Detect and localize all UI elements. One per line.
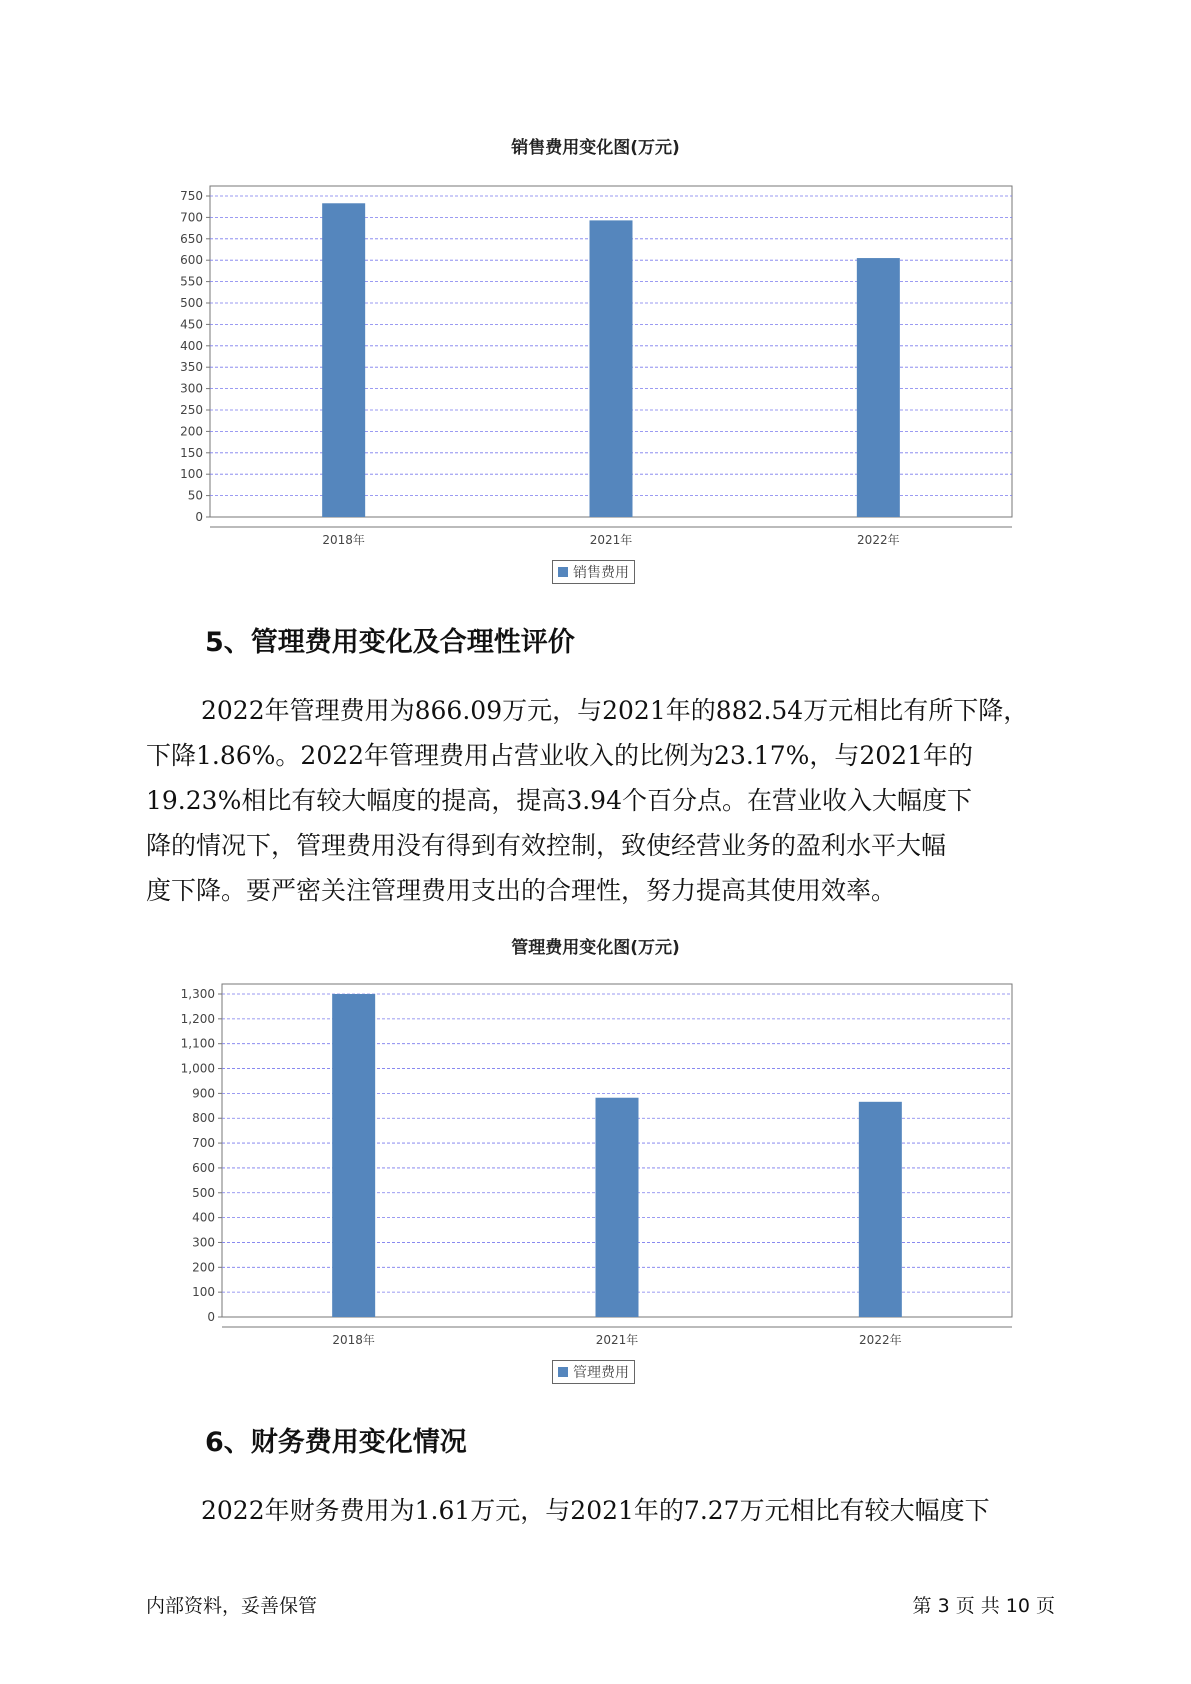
y-tick-label: 1,300 <box>180 987 215 1001</box>
legend-label: 销售费用 <box>573 565 629 581</box>
x-tick-label: 2021年 <box>589 533 633 547</box>
x-tick-label: 2022年 <box>859 1333 902 1347</box>
bar <box>859 1102 902 1317</box>
y-tick-label: 500 <box>192 1185 215 1200</box>
y-tick-label: 150 <box>180 445 203 460</box>
y-tick-label: 1,100 <box>180 1036 215 1051</box>
y-tick-label: 500 <box>180 296 203 310</box>
y-tick-label: 100 <box>192 1285 215 1300</box>
chart-title-sales: 销售费用变化图(万元) <box>511 138 680 158</box>
legend-swatch <box>558 567 568 577</box>
section-6-heading: 6、财务费用变化情况 <box>205 1427 467 1458</box>
bar <box>596 1098 639 1317</box>
y-tick-label: 700 <box>180 210 203 225</box>
paragraph-line: 19.23%相比有较大幅度的提高，提高3.94个百分点。在营业收入大幅度下 <box>146 786 972 815</box>
y-tick-label: 0 <box>195 510 203 524</box>
footer-page-number: 第 3 页 共 10 页 <box>912 1595 1055 1617</box>
section-5-paragraph <box>146 688 1046 913</box>
y-tick-label: 800 <box>192 1111 215 1126</box>
section-6-paragraph <box>146 1488 1046 1533</box>
y-tick-label: 750 <box>180 189 203 203</box>
y-tick-label: 400 <box>180 338 203 353</box>
paragraph-line: 2022年管理费用为866.09万元，与2021年的882.54万元相比有所下降， <box>201 696 1029 725</box>
bar <box>590 220 633 517</box>
y-tick-label: 600 <box>180 253 203 268</box>
y-tick-label: 250 <box>180 403 203 417</box>
y-tick-label: 350 <box>180 360 203 375</box>
management-expense-bar-chart <box>0 978 1191 1358</box>
chart-legend-management <box>552 1360 635 1384</box>
x-tick-label: 2022年 <box>857 533 900 547</box>
legend-label: 管理费用 <box>573 1365 629 1381</box>
bar <box>857 258 900 517</box>
y-tick-label: 700 <box>192 1136 215 1151</box>
x-tick-label: 2018年 <box>332 1333 375 1347</box>
y-tick-label: 450 <box>180 317 203 332</box>
bar <box>332 994 375 1317</box>
y-tick-label: 550 <box>180 274 203 289</box>
y-tick-label: 200 <box>180 424 203 439</box>
sales-expense-bar-chart <box>0 180 1191 560</box>
paragraph-line: 下降1.86%。2022年管理费用占营业收入的比例为23.17%，与2021年的 <box>146 741 973 770</box>
chart-title-management: 管理费用变化图(万元) <box>511 938 680 958</box>
y-tick-label: 1,200 <box>180 1011 215 1026</box>
chart-legend-sales <box>552 560 635 584</box>
y-tick-label: 650 <box>180 231 203 246</box>
x-tick-label: 2021年 <box>595 1333 639 1347</box>
y-tick-label: 900 <box>192 1086 215 1101</box>
y-tick-label: 50 <box>187 488 203 503</box>
paragraph-line: 2022年财务费用为1.61万元，与2021年的7.27万元相比有较大幅度下 <box>201 1496 990 1525</box>
paragraph-line: 度下降。要严密关注管理费用支出的合理性，努力提高其使用效率。 <box>146 876 897 905</box>
y-tick-label: 1,000 <box>180 1061 215 1076</box>
bar <box>322 203 365 517</box>
y-tick-label: 600 <box>192 1160 215 1175</box>
y-tick-label: 300 <box>192 1235 215 1250</box>
footer-confidential: 内部资料，妥善保管 <box>146 1595 318 1617</box>
y-tick-label: 300 <box>180 381 203 396</box>
x-tick-label: 2018年 <box>322 533 365 547</box>
y-tick-label: 0 <box>207 1310 215 1324</box>
legend-swatch <box>558 1367 568 1377</box>
y-tick-label: 200 <box>192 1260 215 1275</box>
section-5-heading: 5、管理费用变化及合理性评价 <box>205 627 575 658</box>
y-tick-label: 400 <box>192 1210 215 1225</box>
paragraph-line: 降的情况下，管理费用没有得到有效控制，致使经营业务的盈利水平大幅 <box>146 831 947 860</box>
y-tick-label: 100 <box>180 467 203 482</box>
